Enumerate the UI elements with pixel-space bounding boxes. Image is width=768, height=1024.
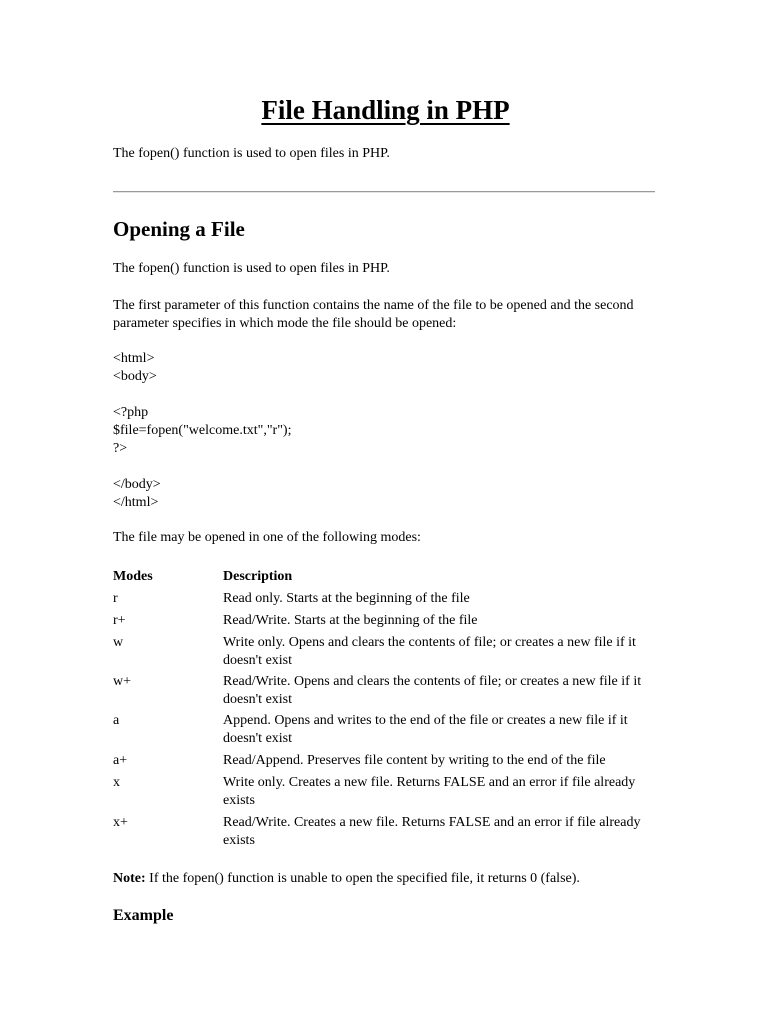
description-cell: Read/Append. Preserves file content by writing to the end of the file <box>223 753 606 768</box>
mode-cell: w+ <box>113 674 132 689</box>
mode-cell: w <box>113 635 124 650</box>
description-cell: Read/Write. Creates a new file. Returns FALSE and an error if file already exists <box>223 815 641 848</box>
section-intro-paragraph: The fopen() function is used to open files in PHP. <box>113 261 390 276</box>
description-cell: Write only. Opens and clears the contents of file; or creates a new file if it doesn't exist <box>223 635 636 668</box>
description-cell: Write only. Creates a new file. Returns FALSE and an error if file already exists <box>223 775 636 808</box>
mode-cell: r <box>113 591 118 606</box>
modes-intro-paragraph: The file may be opened in one of the following modes: <box>113 530 421 545</box>
note-label: Note: <box>113 871 146 886</box>
parameters-paragraph: The first parameter of this function contains the name of the file to be opened and the second parameter specifies in which mode the file should be opened: <box>113 298 634 331</box>
code-block-php: <?php $file=fopen("welcome.txt","r"); ?> <box>113 405 292 456</box>
code-block-html-close: </body> </html> <box>113 477 161 510</box>
mode-cell: a+ <box>113 753 128 768</box>
modes-column-header: Modes <box>113 569 153 584</box>
mode-cell: x+ <box>113 815 128 830</box>
horizontal-divider <box>113 191 655 193</box>
mode-cell: r+ <box>113 613 126 628</box>
mode-cell: a <box>113 713 120 728</box>
description-cell: Read only. Starts at the beginning of the file <box>223 591 470 606</box>
code-block-html-open: <html> <body> <box>113 351 157 384</box>
intro-paragraph: The fopen() function is used to open files in PHP. <box>113 146 390 161</box>
description-cell: Read/Write. Opens and clears the contents of file; or creates a new file if it doesn't exist <box>223 674 642 707</box>
note-text: If the fopen() function is unable to open the specified file, it returns 0 (false). <box>145 871 580 886</box>
page-title: File Handling in PHP <box>261 95 510 125</box>
description-cell: Append. Opens and writes to the end of the file or creates a new file if it doesn't exist <box>223 713 628 746</box>
mode-cell: x <box>113 775 120 790</box>
note-paragraph <box>113 870 658 888</box>
description-cell: Read/Write. Starts at the beginning of the file <box>223 613 478 628</box>
section-heading: Opening a File <box>113 217 245 241</box>
modes-table-header <box>113 568 658 586</box>
description-column-header: Description <box>223 569 293 584</box>
example-heading: Example <box>113 907 174 924</box>
